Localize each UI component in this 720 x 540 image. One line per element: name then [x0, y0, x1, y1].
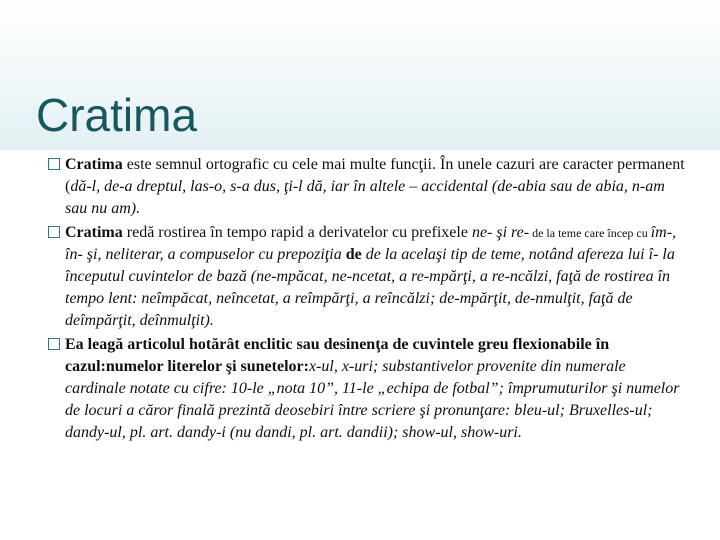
text-run: x-ul, x-uri; substantivelor provenite din numerale cardinale notate cu cifre: 10-le „nota 10”, 11-le „echipa de fotbal”; împrumuturilor şi numelor de locuri a căror finală prezintă deosebiri între scriere şi pronunţare: bleu-ul; Bruxelles-ul; dandy-ul, pl. art. dandy-i (nu dandi, pl. art. dandii); show-ul, show-uri.	[65, 358, 680, 441]
square-bullet-icon	[48, 158, 60, 170]
bullet-paragraph-3	[48, 334, 688, 444]
text-run: dă-l, de-a dreptul, las-o, s-a dus, ţi-l dă,	[70, 178, 327, 195]
text-run: redă rostirea în tempo rapid a derivatelor cu prefixele	[122, 224, 472, 241]
text-run: de la teme care încep cu	[529, 226, 651, 240]
text-run: Cratima	[65, 156, 123, 173]
text-run: accidental (de-abia sau de abia, n-am sau nu am).	[65, 178, 665, 217]
text-run: Cratima	[65, 224, 123, 241]
text-run: îm-, în- şi, neliterar, a compuselor cu prepoziţia	[65, 224, 677, 263]
slide-body	[48, 154, 688, 446]
text-run: este semnul ortografic cu cele mai multe funcţii. În unele cazuri are caracter permanent (	[65, 156, 685, 195]
text-run: iar în altele –	[326, 178, 422, 195]
slide-title: Cratima	[36, 89, 198, 141]
text-run: de	[345, 246, 362, 263]
square-bullet-icon	[48, 226, 60, 238]
text-run: de la acelaşi tip de teme, notând afereza lui î- la începutul cuvintelor de bază (ne-mpăcat, ne-ncetat, a re-mpărţi, a re-ncălzi, faţă de rostirea în tempo lent: neîmpăcat, neîncetat, a reîmpărţi, a reîncălzi; de-mpărţit, de-nmulţit, faţă de deîmpărţit, deînmulţit).	[65, 246, 675, 329]
text-run: ne- şi re-	[471, 224, 530, 241]
bullet-paragraph-2	[48, 222, 688, 332]
text-run: Ea leagă articolul hotărât enclitic sau desinenţa de cuvintele greu flexionabile în cazul:numelor literelor şi sunetelor:	[65, 336, 610, 375]
square-bullet-icon	[48, 338, 60, 350]
bullet-paragraph-1	[48, 154, 688, 220]
